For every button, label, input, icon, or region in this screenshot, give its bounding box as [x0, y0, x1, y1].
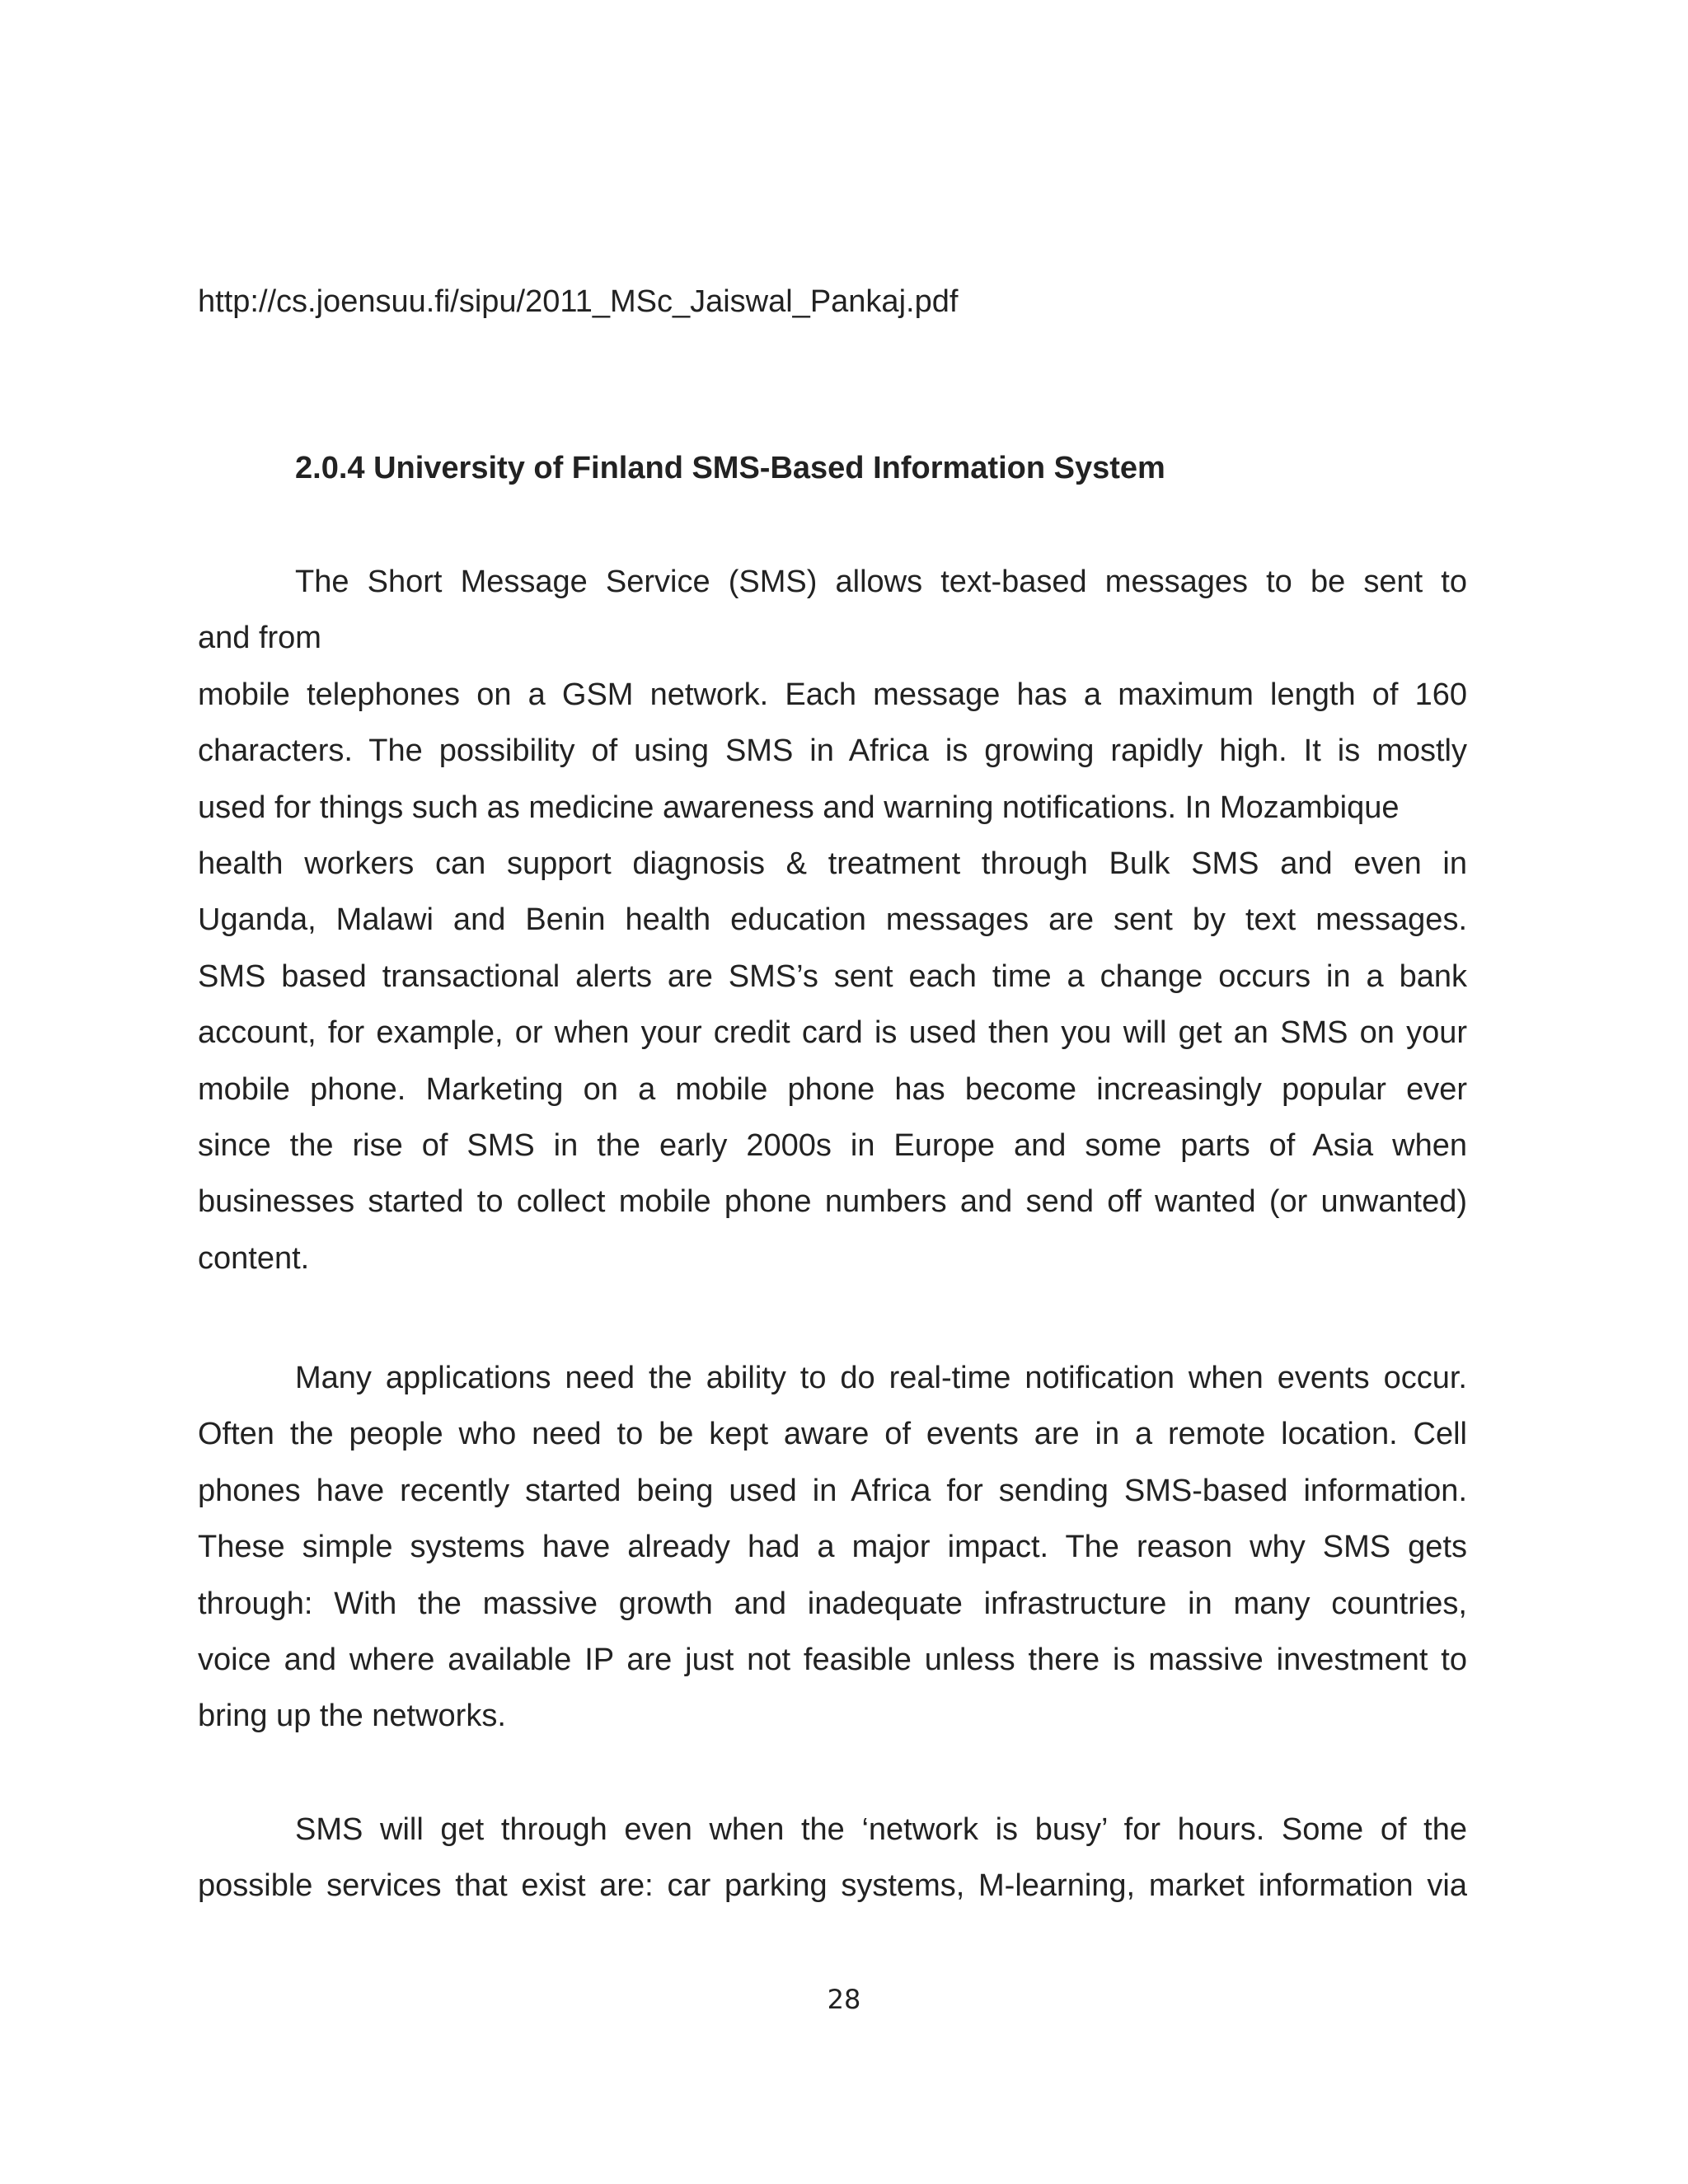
- paragraph-line: bring up the networks.: [198, 1699, 506, 1734]
- paragraph-line: mobile telephones on a GSM network. Each message has a maximum length of 160: [198, 677, 1467, 712]
- page-number: 28: [827, 1984, 861, 2015]
- section-heading: 2.0.4 University of Finland SMS-Based Information System: [295, 451, 1165, 485]
- paragraph-line: and from: [198, 621, 321, 656]
- paragraph-line: The Short Message Service (SMS) allows text-based messages to be sent to: [295, 565, 1467, 599]
- paragraph-line: voice and where available IP are just not feasible unless there is massive investment to: [198, 1642, 1467, 1677]
- paragraph-line: These simple systems have already had a major impact. The reason why SMS gets: [198, 1530, 1467, 1565]
- paragraph-line: account, for example, or when your credit card is used then you will get an SMS on your: [198, 1015, 1467, 1051]
- paragraph-line: health workers can support diagnosis & treatment through Bulk SMS and even in: [198, 846, 1467, 881]
- paragraph-line: used for things such as medicine awareness and warning notifications. In Mozambique: [198, 790, 1400, 825]
- paragraph-line: Uganda, Malawi and Benin health education messages are sent by text messages.: [198, 902, 1467, 938]
- paragraph-line: mobile phone. Marketing on a mobile phone has become increasingly popular ever: [198, 1071, 1467, 1107]
- paragraph-line: characters. The possibility of using SMS in Africa is growing rapidly high. It is mostly: [198, 733, 1467, 769]
- reference-url: http://cs.joensuu.fi/sipu/2011_MSc_Jaiswal_Pankaj.pdf: [198, 284, 959, 319]
- paragraph-line: Many applications need the ability to do real-time notification when events occur.: [295, 1361, 1467, 1395]
- paragraph-line: businesses started to collect mobile phone numbers and send off wanted (or unwanted): [198, 1184, 1467, 1220]
- paragraph-line: content.: [198, 1240, 310, 1276]
- paragraph-sms-services: [198, 1802, 1467, 1915]
- paragraph-line: possible services that exist are: car parking systems, M-learning, market information via: [198, 1868, 1467, 1904]
- paragraph-line: SMS based transactional alerts are SMS’s sent each time a change occurs in a bank: [198, 958, 1467, 994]
- paragraph-line: through: With the massive growth and inadequate infrastructure in many countries,: [198, 1586, 1467, 1621]
- paragraph-line: since the rise of SMS in the early 2000s in Europe and some parts of Asia when: [198, 1127, 1467, 1163]
- paragraph-line: SMS will get through even when the ‘network is busy’ for hours. Some of the: [295, 1812, 1467, 1847]
- paragraph-real-time-notification: [198, 1350, 1467, 1745]
- paragraph-line: Often the people who need to be kept aware of events are in a remote location. Cell: [198, 1417, 1467, 1452]
- paragraph-sms-overview: [198, 554, 1467, 1286]
- paragraph-line: phones have recently started being used in Africa for sending SMS-based information.: [198, 1473, 1467, 1508]
